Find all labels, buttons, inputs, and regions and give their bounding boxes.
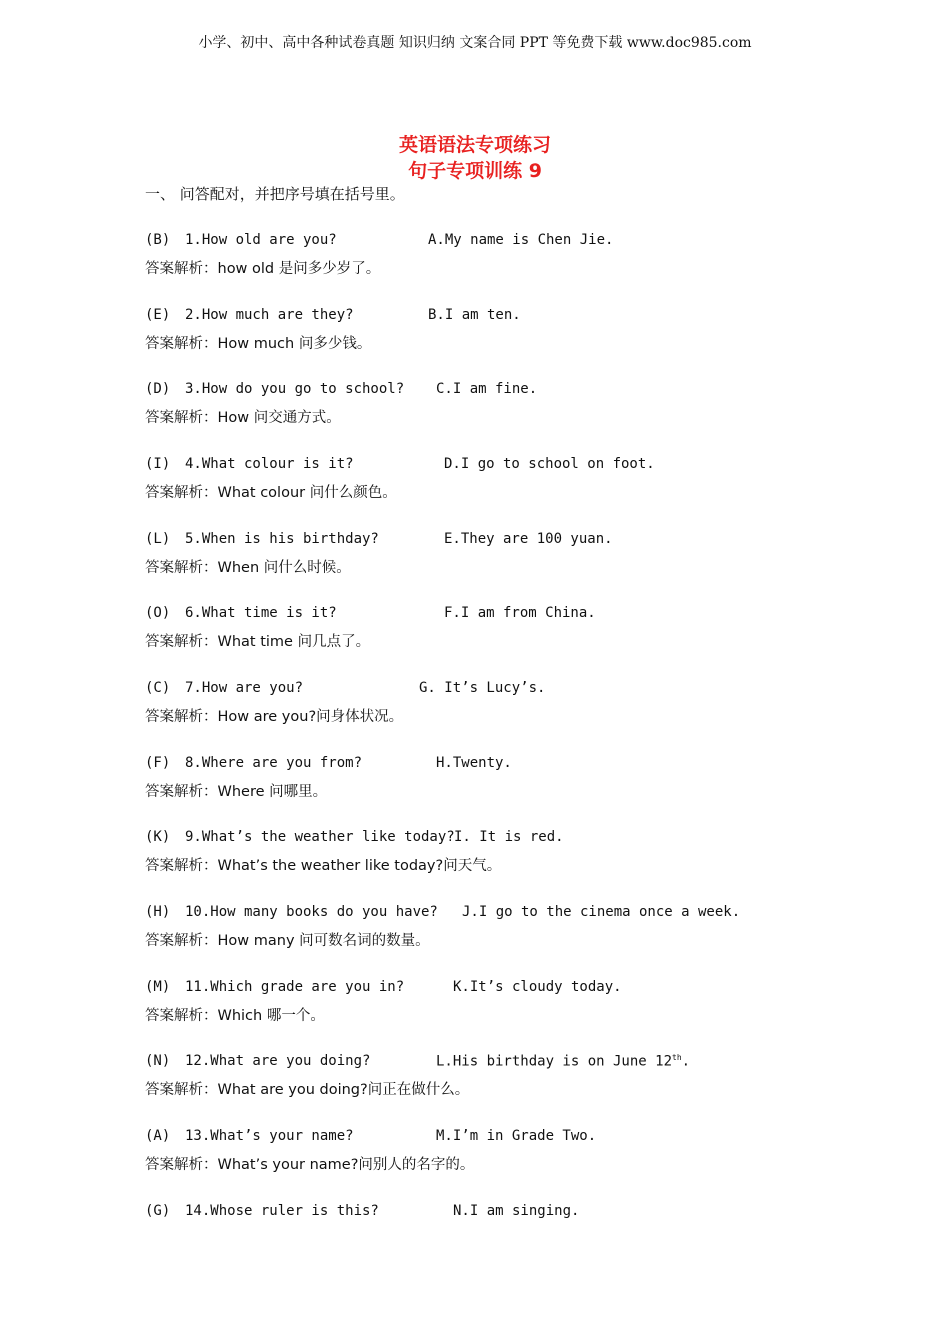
option-text xyxy=(436,755,512,771)
option-text xyxy=(454,829,564,845)
list-item xyxy=(145,456,845,502)
answer-letter: (E) xyxy=(145,307,171,323)
question-text: 12.What are you doing? xyxy=(185,1053,371,1069)
list-item xyxy=(145,1203,845,1225)
option-main: C.I am fine. xyxy=(436,381,538,397)
answer-letter: (D) xyxy=(145,381,171,397)
answer-letter: (O) xyxy=(145,605,171,621)
question-line xyxy=(145,232,845,254)
list-item xyxy=(145,381,845,427)
list-item xyxy=(145,979,845,1025)
option-text xyxy=(428,307,521,323)
option-main: M.I’m in Grade Two. xyxy=(436,1128,597,1144)
answer-explanation: 答案解析：What colour 问什么颜色。 xyxy=(145,485,397,501)
option-main: J.I go to the cinema once a week. xyxy=(462,904,741,920)
option-main: F.I am from China. xyxy=(444,605,596,621)
answer-letter: (H) xyxy=(145,904,171,920)
question-text: 5.When is his birthday? xyxy=(185,531,379,547)
list-item xyxy=(145,1128,845,1174)
question-text: 9.What’s the weather like today? xyxy=(185,829,455,845)
question-text: 11.Which grade are you in? xyxy=(185,979,405,995)
option-main: E.They are 100 yuan. xyxy=(444,531,613,547)
list-item xyxy=(145,904,845,950)
question-text: 3.How do you go to school? xyxy=(185,381,405,397)
question-line xyxy=(145,1053,845,1075)
question-text: 13.What’s your name? xyxy=(185,1128,354,1144)
option-text xyxy=(428,232,613,248)
list-item xyxy=(145,232,845,278)
answer-explanation: 答案解析：What are you doing?问正在做什么。 xyxy=(145,1082,470,1098)
question-line xyxy=(145,531,845,553)
option-text xyxy=(444,605,596,621)
answer-explanation: 答案解析：How much 问多少钱。 xyxy=(145,336,372,352)
option-text xyxy=(436,1053,690,1070)
list-item xyxy=(145,755,845,801)
option-tail: . xyxy=(681,1053,691,1070)
option-main: K.It’s cloudy today. xyxy=(453,979,622,995)
option-text xyxy=(444,456,655,472)
answer-explanation: 答案解析：How 问交通方式。 xyxy=(145,410,341,426)
question-line xyxy=(145,755,845,777)
question-line xyxy=(145,605,845,627)
question-line xyxy=(145,829,845,851)
question-text: 10.How many books do you have? xyxy=(185,904,438,920)
question-text: 1.How old are you? xyxy=(185,232,337,248)
question-line xyxy=(145,904,845,926)
option-main: N.I am singing. xyxy=(453,1203,580,1219)
question-line xyxy=(145,979,845,1001)
answer-explanation: 答案解析：What’s the weather like today?问天气。 xyxy=(145,858,502,874)
answer-explanation: 答案解析：What time 问几点了。 xyxy=(145,634,371,650)
option-main: D.I go to school on foot. xyxy=(444,456,655,472)
list-item xyxy=(145,680,845,726)
list-item xyxy=(145,605,845,651)
question-text: 6.What time is it? xyxy=(185,605,337,621)
list-item xyxy=(145,1053,845,1099)
answer-letter: (F) xyxy=(145,755,171,771)
question-line xyxy=(145,307,845,329)
answer-letter: (A) xyxy=(145,1128,171,1144)
page-title: 英语语法专项练习 xyxy=(398,134,551,156)
option-text xyxy=(453,1203,579,1219)
site-header: 小学、初中、高中各种试卷真题 知识归纳 文案合同 PPT 等免费下载 www.doc985.com xyxy=(198,35,752,51)
answer-letter: (L) xyxy=(145,531,171,547)
list-item xyxy=(145,829,845,875)
answer-letter: (C) xyxy=(145,680,171,696)
answer-explanation: 答案解析：What’s your name?问别人的名字的。 xyxy=(145,1157,475,1173)
option-text xyxy=(444,531,613,547)
list-item xyxy=(145,531,845,577)
question-text: 8.Where are you from? xyxy=(185,755,363,771)
answer-letter: (M) xyxy=(145,979,171,995)
question-text: 4.What colour is it? xyxy=(185,456,354,472)
question-line xyxy=(145,1203,845,1225)
answer-explanation: 答案解析：How many 问可数名词的数量。 xyxy=(145,933,430,949)
option-text xyxy=(453,979,622,995)
question-line xyxy=(145,680,845,702)
option-text xyxy=(462,904,740,920)
question-line xyxy=(145,456,845,478)
page-subtitle: 句子专项训练 9 xyxy=(408,160,542,182)
question-text: 7.How are you? xyxy=(185,680,304,696)
option-text xyxy=(436,381,537,397)
question-text: 2.How much are they? xyxy=(185,307,354,323)
answer-explanation: 答案解析：Which 哪一个。 xyxy=(145,1008,325,1024)
option-main: L.His birthday is on June 12 xyxy=(436,1053,673,1070)
question-line xyxy=(145,381,845,403)
answer-letter: (I) xyxy=(145,456,171,472)
option-main: B.I am ten. xyxy=(428,307,521,323)
answer-letter: (B) xyxy=(145,232,171,248)
section-instruction: 一、 问答配对，并把序号填在括号里。 xyxy=(145,185,405,203)
option-main: H.Twenty. xyxy=(436,755,512,771)
answer-explanation: 答案解析：Where 问哪里。 xyxy=(145,784,328,800)
question-line xyxy=(145,1128,845,1150)
answer-letter: (K) xyxy=(145,829,171,845)
question-text: 14.Whose ruler is this? xyxy=(185,1203,379,1219)
answer-explanation: 答案解析：how old 是问多少岁了。 xyxy=(145,261,381,277)
option-main: G. It’s Lucy’s. xyxy=(419,680,546,696)
list-item xyxy=(145,307,845,353)
option-main: I. It is red. xyxy=(454,829,564,845)
option-superscript: th xyxy=(672,1053,682,1062)
answer-letter: (G) xyxy=(145,1203,171,1219)
option-text xyxy=(436,1128,596,1144)
answer-explanation: 答案解析：When 问什么时候。 xyxy=(145,560,351,576)
answer-explanation: 答案解析：How are you?问身体状况。 xyxy=(145,709,404,725)
answer-letter: (N) xyxy=(145,1053,171,1069)
option-text xyxy=(419,680,545,696)
option-main: A.My name is Chen Jie. xyxy=(428,232,614,248)
